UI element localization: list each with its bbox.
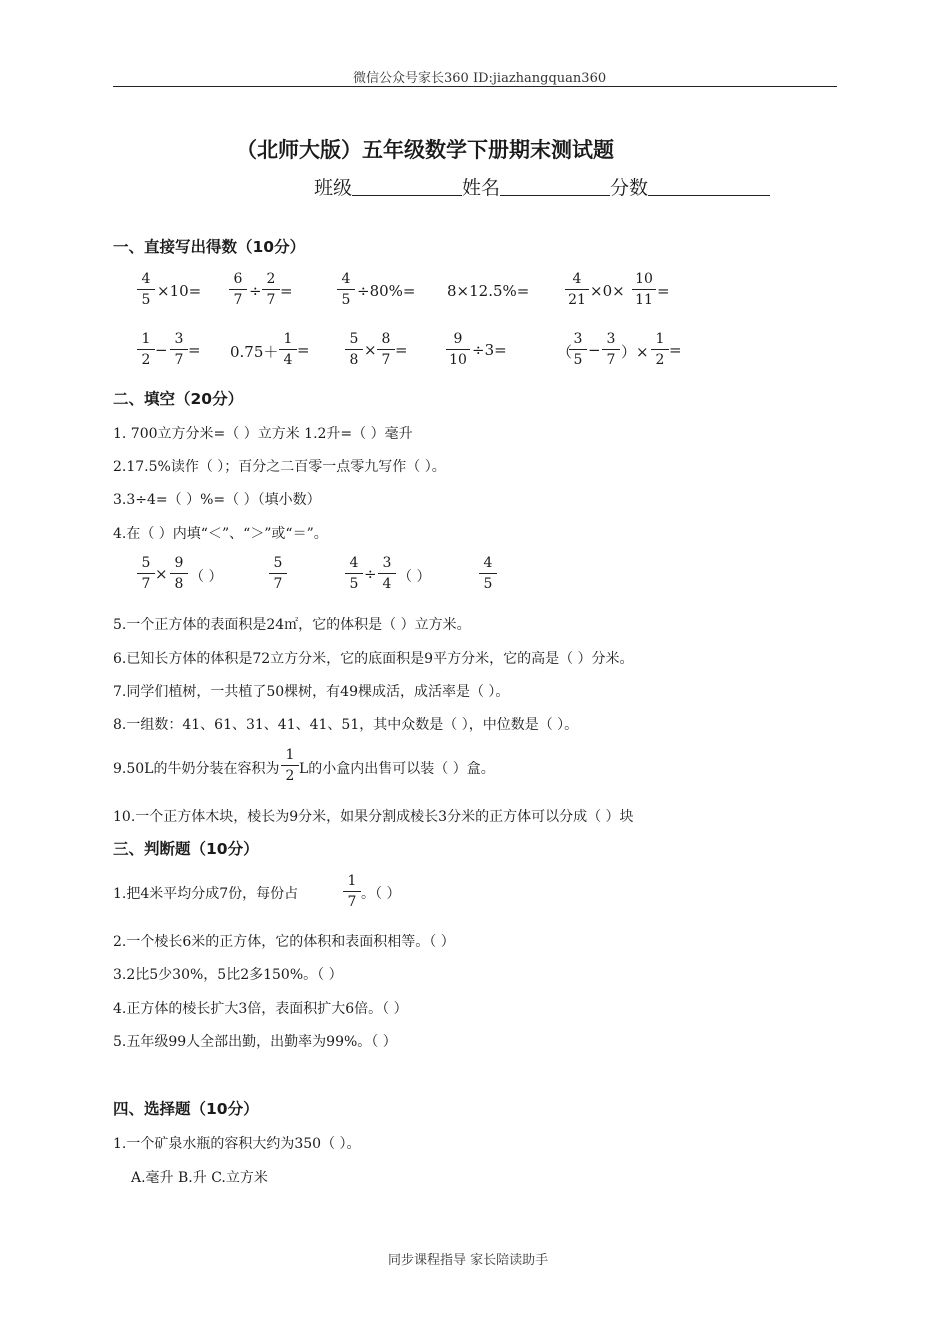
question-2-9-rest: L的小盒内出售可以装（ ）盒。	[299, 761, 495, 777]
student-info-line	[314, 173, 770, 200]
page-title: （北师大版）五年级数学下册期末测试题	[236, 138, 614, 162]
expression-text: 8×12.5%=	[447, 282, 530, 300]
fraction: $\frac{4}{5}$	[137, 271, 155, 308]
question-2-10: 10.一个正方体木块，棱长为9分米，如果分割成棱长3分米的正方体可以分成（ ）块	[113, 809, 634, 825]
expression-text: =	[395, 341, 408, 359]
expression-text: ÷3=	[472, 341, 507, 359]
fraction: $\frac{1}{2}$	[137, 331, 155, 368]
fraction: $\frac{4}{5}$	[345, 555, 363, 592]
expression-text: =	[280, 282, 293, 300]
fraction: $\frac{4}{21}$	[565, 271, 589, 308]
question-2-4: 4.在（ ）内填“＜”、“＞”或“＝”。	[113, 526, 328, 542]
question-3-1-rest: 。（ ）	[361, 886, 401, 902]
question-3-1: 1.把4米平均分成7份，每份占	[113, 886, 299, 902]
fraction: $\frac{1}{2}$	[651, 331, 669, 368]
expression-text: ÷	[364, 565, 377, 583]
compare-blank: （ ）	[398, 569, 431, 585]
expression-text: =	[297, 341, 310, 359]
expression-text: ×	[364, 341, 377, 359]
expression-text: =	[657, 282, 670, 300]
question-3-4: 4.正方体的棱长扩大3倍，表面积扩大6倍。（ ）	[113, 1001, 408, 1017]
fraction: $\frac{4}{5}$	[337, 271, 355, 308]
compare-blank: （ ）	[190, 569, 223, 585]
header-text: 微信公众号家长360 ID:jiazhangquan360	[353, 71, 607, 86]
expression-text: ÷80%=	[357, 282, 416, 300]
fraction: $\frac{9}{8}$	[170, 555, 188, 592]
fraction: $\frac{6}{7}$	[229, 271, 247, 308]
question-2-2: 2.17.5%读作（ ）；百分之二百零一点零九写作（ ）。	[113, 459, 446, 475]
fraction: $\frac{5}{7}$	[137, 555, 155, 592]
expression-text: ÷	[249, 282, 262, 300]
section3-title: 三、判断题（10分）	[113, 840, 259, 858]
fraction: $\frac{1}{4}$	[279, 331, 297, 368]
score-blank	[648, 175, 770, 196]
class-blank	[352, 175, 462, 196]
header-rule	[113, 86, 837, 87]
expression-text: −	[155, 341, 168, 359]
expression-text: −	[588, 341, 601, 359]
class-label: 班级	[314, 177, 353, 199]
question-2-6: 6.已知长方体的体积是72立方分米，它的底面积是9平方分米，它的高是（ ）分米。	[113, 651, 634, 667]
expression-text: ×10=	[157, 282, 202, 300]
question-3-2: 2.一个棱长6米的正方体，它的体积和表面积相等。（ ）	[113, 934, 455, 950]
section4-title: 四、选择题（10分）	[113, 1100, 259, 1118]
expression-text: ×0×	[590, 282, 625, 300]
fraction: $\frac{1}{7}$	[343, 873, 361, 910]
fraction: $\frac{10}{11}$	[632, 271, 656, 308]
section2-title: 二、填空（20分）	[113, 390, 244, 408]
question-4-1-options: A.毫升 B.升 C.立方米	[131, 1170, 268, 1186]
fraction: $\frac{3}{7}$	[602, 331, 620, 368]
question-2-3: 3.3÷4=（ ）%=（ ）（填小数）	[113, 492, 321, 508]
fraction: $\frac{5}{8}$	[345, 331, 363, 368]
question-4-1: 1.一个矿泉水瓶的容积大约为350（ ）。	[113, 1136, 361, 1152]
question-2-8: 8.一组数：41、61、31、41、41、51，其中众数是（ ），中位数是（ ）。	[113, 717, 579, 733]
fraction: $\frac{9}{10}$	[446, 331, 470, 368]
expression-text: 0.75＋	[230, 343, 279, 361]
question-2-1: 1. 700立方分米=（ ）立方米 1.2升=（ ）毫升	[113, 426, 413, 442]
fraction: $\frac{1}{2}$	[281, 747, 299, 784]
question-3-3: 3.2比5少30%，5比2多150%。（ ）	[113, 967, 343, 983]
section1-title: 一、直接写出得数（10分）	[113, 238, 306, 256]
expression-text: ×	[155, 565, 168, 583]
fraction: $\frac{3}{4}$	[378, 555, 396, 592]
expression-text: =	[188, 341, 201, 359]
name-blank	[500, 175, 610, 196]
expression-text: ）×	[621, 343, 649, 361]
fraction: $\frac{4}{5}$	[479, 555, 497, 592]
fraction: $\frac{2}{7}$	[262, 271, 280, 308]
score-label: 分数	[610, 177, 649, 199]
question-2-7: 7.同学们植树，一共植了50棵树，有49棵成活，成活率是（ ）。	[113, 684, 510, 700]
expression-text: （	[557, 343, 573, 361]
expression-text: =	[669, 341, 682, 359]
question-3-5: 5.五年级99人全部出勤，出勤率为99%。（ ）	[113, 1034, 397, 1050]
fraction: $\frac{5}{7}$	[269, 555, 287, 592]
name-label: 姓名	[462, 177, 501, 199]
fraction: $\frac{3}{7}$	[170, 331, 188, 368]
fraction: $\frac{3}{5}$	[569, 331, 587, 368]
question-2-5: 5.一个正方体的表面积是24㎡，它的体积是（ ）立方米。	[113, 617, 471, 633]
footer-text: 同步课程指导 家长陪读助手	[388, 1253, 549, 1268]
question-2-9: 9.50L的牛奶分装在容积为	[113, 761, 280, 777]
fraction: $\frac{8}{7}$	[377, 331, 395, 368]
